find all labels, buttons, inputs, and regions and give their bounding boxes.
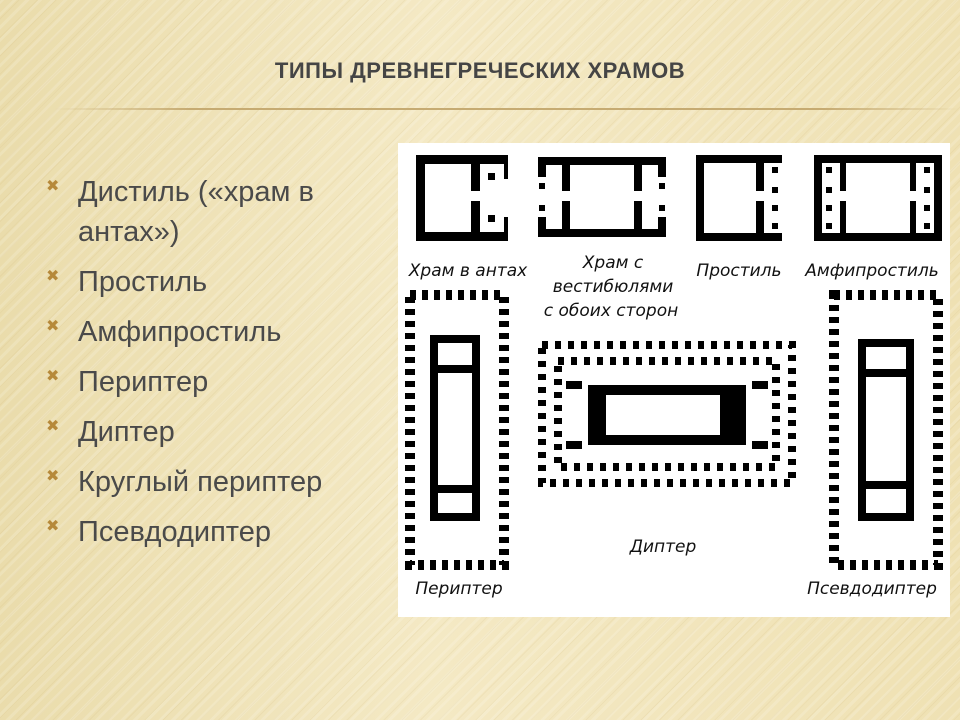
label-khram-v-antakh: Храм в антах bbox=[408, 261, 528, 281]
list-item-pseudodipteros bbox=[46, 512, 376, 552]
label-prostil: Простиль bbox=[696, 261, 782, 281]
label-khram-s-line-1: Храм с bbox=[582, 253, 644, 273]
plan-peripter bbox=[410, 295, 504, 565]
bullet-cross-icon: ✖ bbox=[46, 368, 60, 385]
label-amfiprostil: Амфипростиль bbox=[805, 261, 939, 281]
label-khram-s-line-3: с обоих сторон bbox=[543, 301, 679, 321]
list-item-peripteros bbox=[46, 362, 376, 402]
list-item-distyle bbox=[46, 172, 376, 252]
list-item-round-peripteros bbox=[46, 462, 376, 502]
plan-psevdodipter bbox=[834, 295, 938, 565]
label-peripter: Периптер bbox=[415, 579, 503, 599]
bullet-cross-icon: ✖ bbox=[46, 268, 60, 285]
list-item-prostyle bbox=[46, 262, 376, 302]
list-item-dipteros bbox=[46, 412, 376, 452]
list-item-label: Псевдодиптер bbox=[78, 516, 272, 548]
label-dipter: Диптер bbox=[629, 537, 697, 557]
list-item-amphiprostyle bbox=[46, 312, 376, 352]
list-item-label: Амфипростиль bbox=[78, 316, 282, 348]
list-item-label: Периптер bbox=[78, 366, 209, 398]
title-divider bbox=[54, 108, 960, 110]
bullet-cross-icon: ✖ bbox=[46, 178, 60, 195]
list-item-label: Дистиль («храм в антах») bbox=[78, 176, 314, 248]
bullet-cross-icon: ✖ bbox=[46, 518, 60, 535]
bullet-cross-icon: ✖ bbox=[46, 318, 60, 335]
temple-plans-figure bbox=[398, 143, 950, 617]
plan-khram-s-vestibyulyami bbox=[538, 157, 666, 237]
slide-title: ТИПЫ ДРЕВНЕГРЕЧЕСКИХ ХРАМОВ bbox=[274, 58, 686, 83]
temple-types-list bbox=[46, 172, 376, 562]
label-psevdodipter: Псевдодиптер bbox=[807, 579, 937, 599]
label-khram-s-line-2: вестибюлями bbox=[552, 277, 674, 297]
list-item-label: Диптер bbox=[78, 416, 175, 448]
plan-amfiprostil bbox=[814, 155, 942, 241]
bullet-cross-icon: ✖ bbox=[46, 468, 60, 485]
plan-khram-v-antakh bbox=[416, 155, 510, 241]
plan-prostil bbox=[696, 155, 782, 241]
plan-dipter bbox=[542, 345, 792, 483]
bullet-cross-icon: ✖ bbox=[46, 418, 60, 435]
list-item-label: Круглый периптер bbox=[78, 466, 323, 498]
list-item-label: Простиль bbox=[78, 266, 208, 298]
